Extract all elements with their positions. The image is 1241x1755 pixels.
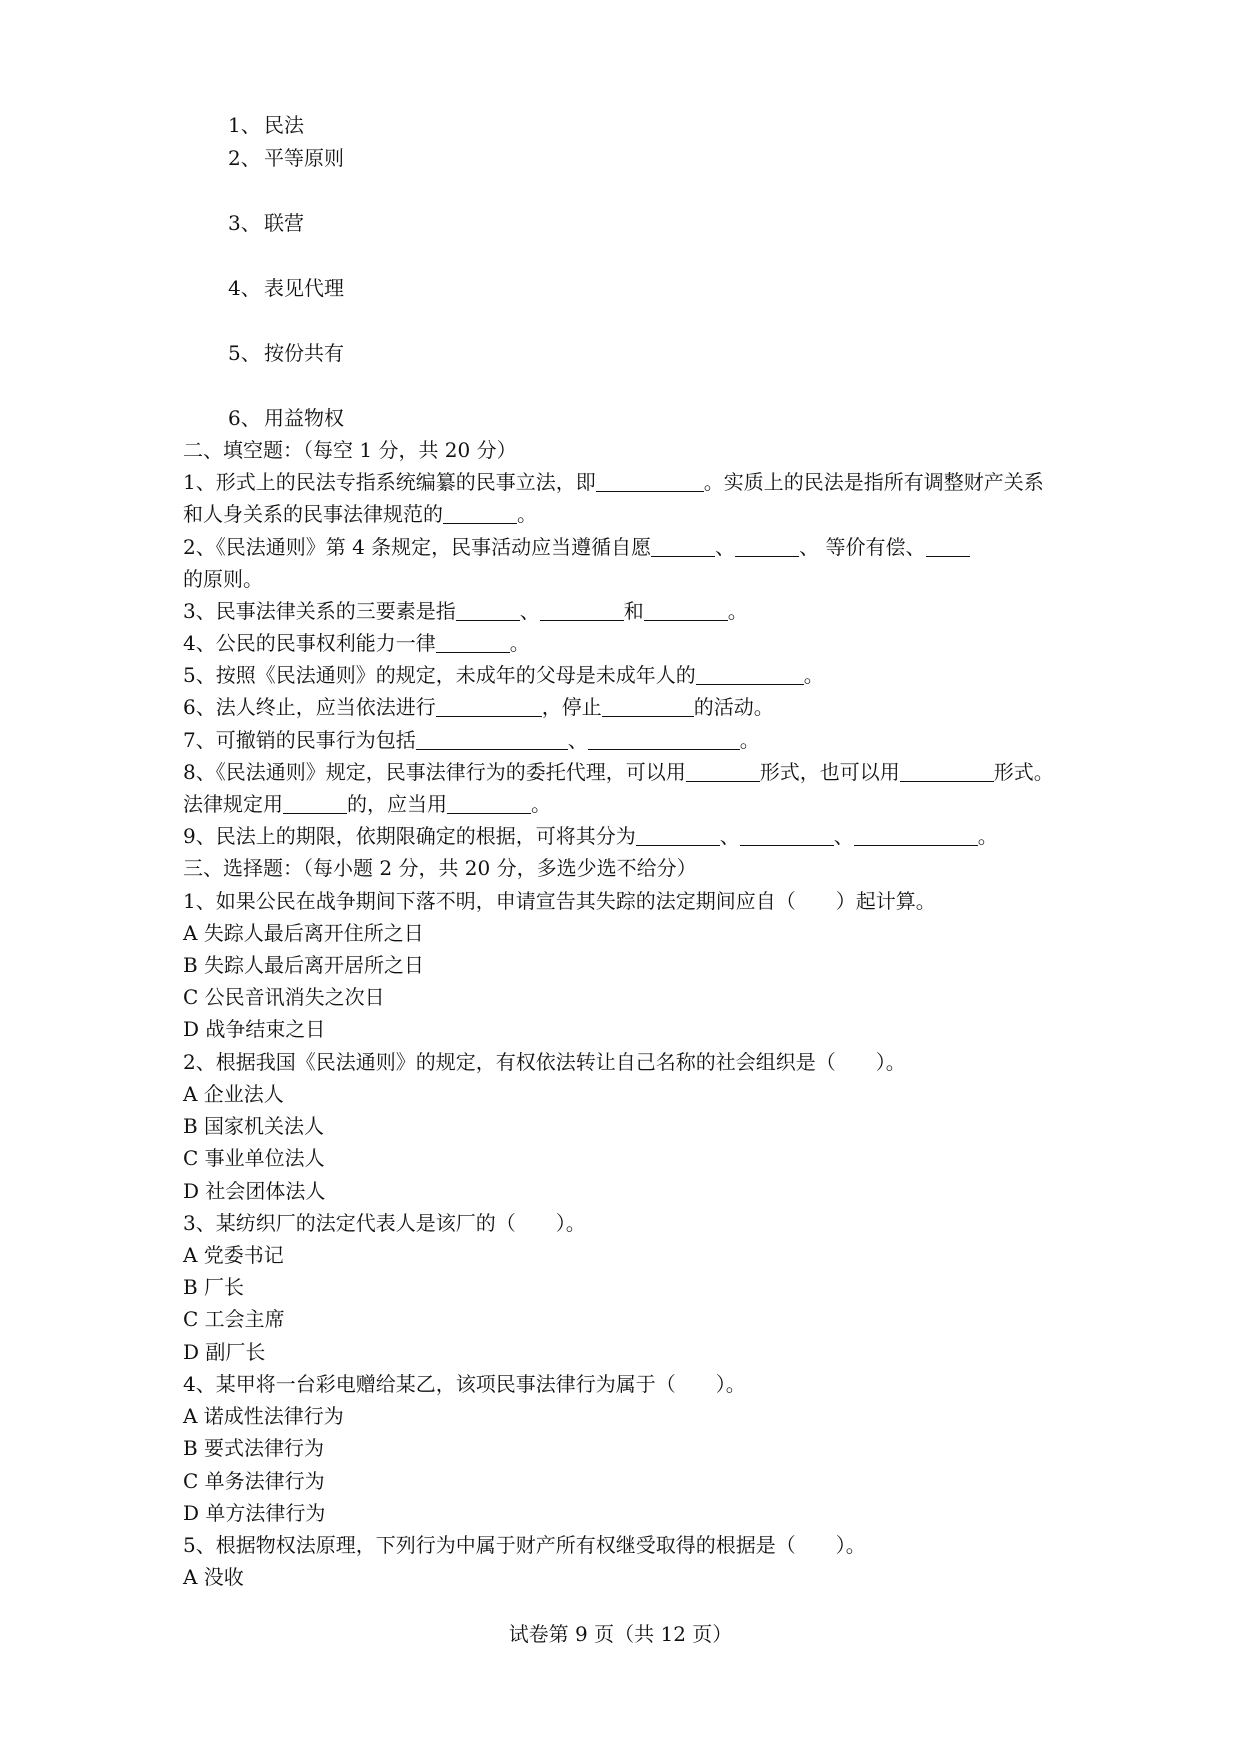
option-item[interactable]: A 失踪人最后离开住所之日 bbox=[183, 921, 424, 945]
answer-blank[interactable] bbox=[416, 729, 568, 750]
answer-blank[interactable] bbox=[900, 761, 994, 782]
option-item[interactable]: C 单务法律行为 bbox=[183, 1469, 325, 1493]
fill-question-7: 7、可撤销的民事行为包括 、 。 bbox=[183, 728, 760, 752]
answer-blank[interactable] bbox=[602, 696, 694, 717]
fill-question-3: 3、民事法律关系的三要素是指 、 和 。 bbox=[183, 599, 748, 623]
fill-question-8: 8、《民法通则》规定，民事法律行为的委托代理，可以用 形式，也可以用 形式。 bbox=[183, 760, 1054, 784]
option-item[interactable]: A 企业法人 bbox=[183, 1082, 284, 1106]
option-item[interactable]: D 社会团体法人 bbox=[183, 1179, 326, 1203]
term-item: 2、 平等原则 bbox=[228, 146, 344, 170]
fill-question-5: 5、按照《民法通则》的规定，未成年的父母是未成年人的 。 bbox=[183, 663, 824, 687]
answer-blank[interactable] bbox=[588, 729, 740, 750]
choice-question-1: 1、如果公民在战争期间下落不明，申请宣告其失踪的法定期间应自（ ）起计算。 bbox=[183, 889, 936, 913]
option-item[interactable]: B 要式法律行为 bbox=[183, 1436, 325, 1460]
choice-question-3: 3、某纺织厂的法定代表人是该厂的（ ）。 bbox=[183, 1211, 586, 1235]
fill-question-9: 9、民法上的期限，依期限确定的根据，可将其分为 、 、 。 bbox=[183, 824, 998, 848]
choice-section-heading: 三、选择题：（每小题 2 分，共 20 分，多选少选不给分） bbox=[183, 856, 697, 880]
page-footer: 试卷第 9 页（共 12 页） bbox=[508, 1622, 733, 1646]
fill-question-2-cont: 的原则。 bbox=[183, 567, 263, 591]
term-item: 4、 表见代理 bbox=[228, 276, 344, 300]
option-item[interactable]: A 没收 bbox=[183, 1565, 244, 1589]
option-item[interactable]: C 公民音讯消失之次日 bbox=[183, 985, 385, 1009]
fill-question-4: 4、公民的民事权利能力一律 。 bbox=[183, 631, 530, 655]
answer-blank[interactable] bbox=[596, 471, 704, 492]
option-item[interactable]: D 战争结束之日 bbox=[183, 1017, 326, 1041]
answer-blank[interactable] bbox=[456, 600, 520, 621]
choice-question-4: 4、某甲将一台彩电赠给某乙，该项民事法律行为属于（ ）。 bbox=[183, 1372, 746, 1396]
answer-blank[interactable] bbox=[696, 664, 804, 685]
answer-blank[interactable] bbox=[651, 536, 715, 557]
option-item[interactable]: B 厂长 bbox=[183, 1275, 245, 1299]
choice-question-2: 2、根据我国《民法通则》的规定，有权依法转让自己名称的社会组织是（ ）。 bbox=[183, 1050, 906, 1074]
answer-blank[interactable] bbox=[686, 761, 760, 782]
fill-question-6: 6、法人终止，应当依法进行 ，停止 的活动。 bbox=[183, 695, 774, 719]
option-item[interactable]: B 失踪人最后离开居所之日 bbox=[183, 953, 425, 977]
answer-blank[interactable] bbox=[540, 600, 624, 621]
option-item[interactable]: D 单方法律行为 bbox=[183, 1501, 326, 1525]
answer-blank[interactable] bbox=[447, 793, 531, 814]
answer-blank[interactable] bbox=[443, 503, 517, 524]
option-item[interactable]: A 诺成性法律行为 bbox=[183, 1404, 344, 1428]
answer-blank[interactable] bbox=[283, 793, 347, 814]
answer-blank[interactable] bbox=[740, 825, 834, 846]
choice-question-5: 5、根据物权法原理，下列行为中属于财产所有权继受取得的根据是（ ）。 bbox=[183, 1533, 866, 1557]
fill-question-2: 2、《民法通则》第 4 条规定，民事活动应当遵循自愿 、 、 等价有偿、 bbox=[183, 534, 970, 560]
answer-blank[interactable] bbox=[644, 600, 728, 621]
answer-blank[interactable] bbox=[636, 825, 720, 846]
option-item[interactable]: C 事业单位法人 bbox=[183, 1146, 325, 1170]
fill-question-8-cont: 法律规定用 的，应当用 。 bbox=[183, 792, 551, 816]
answer-blank[interactable] bbox=[854, 825, 978, 846]
answer-blank[interactable] bbox=[926, 536, 970, 557]
fill-section-heading: 二、填空题：（每空 1 分，共 20 分） bbox=[183, 438, 517, 462]
term-item: 1、 民法 bbox=[228, 113, 304, 137]
answer-blank[interactable] bbox=[735, 536, 799, 557]
option-item[interactable]: A 党委书记 bbox=[183, 1243, 284, 1267]
option-item[interactable]: B 国家机关法人 bbox=[183, 1114, 325, 1138]
fill-question-1: 1、形式上的民法专指系统编纂的民事立法，即 。实质上的民法是指所有调整财产关系 bbox=[183, 470, 1044, 494]
term-item: 6、 用益物权 bbox=[228, 406, 344, 430]
term-item: 3、 联营 bbox=[228, 211, 304, 235]
option-item[interactable]: C 工会主席 bbox=[183, 1307, 285, 1331]
answer-blank[interactable] bbox=[436, 632, 510, 653]
option-item[interactable]: D 副厂长 bbox=[183, 1340, 266, 1364]
term-item: 5、 按份共有 bbox=[228, 341, 344, 365]
fill-question-1-cont: 和人身关系的民事法律规范的 。 bbox=[183, 502, 537, 526]
answer-blank[interactable] bbox=[436, 696, 542, 717]
